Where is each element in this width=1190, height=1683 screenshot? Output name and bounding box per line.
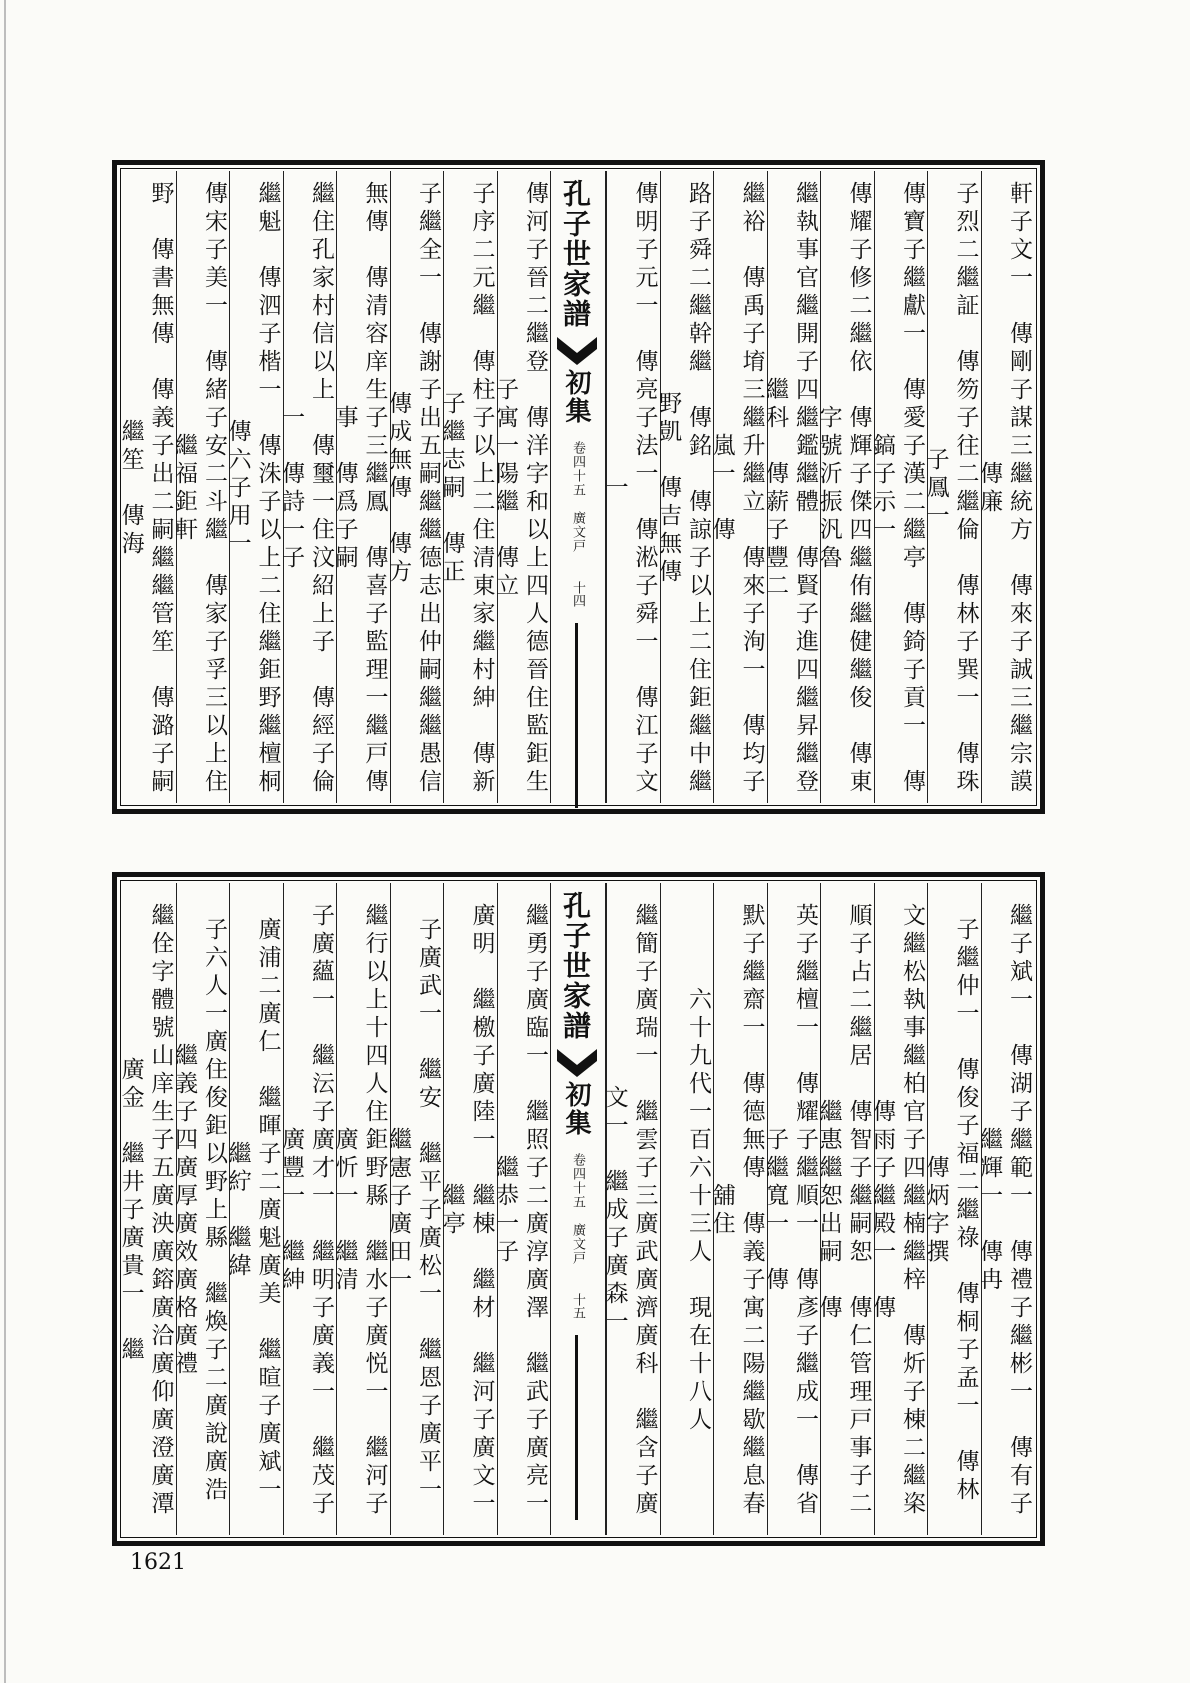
column-text: 繼裕 傳禹子堉三繼升繼立 傳來子洵一 傳均子嵐一 傳 bbox=[708, 181, 765, 797]
text-column bbox=[117, 171, 176, 803]
column-text: 繼執事官繼開子四繼鑑繼體 傳賢子進四繼昇繼登繼科 傳薪子豐二 bbox=[762, 181, 819, 797]
text-column bbox=[869, 171, 928, 803]
column-text: 傳寶子繼獻一 傳愛子漢二繼亭 傳錡子貢一 傳鎬子示一 bbox=[869, 181, 926, 797]
text-column bbox=[117, 883, 176, 1535]
column-text: 繼行以上十四人住鉅野縣 繼水子廣悦一 繼河子廣忻一 繼清 bbox=[331, 903, 388, 1519]
text-column bbox=[708, 171, 767, 803]
text-column bbox=[492, 171, 551, 803]
column-text: 傳明子元一 傳亮子法一 傳淞子舜一 傳江子文一 bbox=[601, 181, 658, 797]
column-text: 子繼全一 傳謝子出五嗣繼繼德志出仲嗣繼繼愚信 傳成無傳 傳方 bbox=[385, 181, 442, 825]
text-column bbox=[278, 171, 337, 803]
folio-number: 十四 bbox=[570, 581, 585, 607]
text-column bbox=[438, 883, 497, 1547]
text-column bbox=[601, 171, 660, 803]
column-text: 默子繼齋一 傳德無傳 傳義子寓二陽繼歇繼息春舖住 bbox=[708, 903, 765, 1519]
book-title: 孔子世家譜 bbox=[559, 891, 592, 1041]
text-column bbox=[762, 171, 821, 803]
text-column bbox=[660, 883, 714, 1535]
collection-label: 初集 bbox=[561, 1081, 591, 1137]
center-banner bbox=[550, 883, 606, 1535]
column-text: 子廣蘊一 繼沄子廣才一 繼明子廣義一 繼茂子廣豐一 繼紳 bbox=[278, 903, 335, 1519]
text-column bbox=[869, 883, 928, 1547]
column-text: 繼魁 傳泗子楷一 傳洙子以上二住繼鉅野繼檀桐 傳六子用一 bbox=[224, 181, 281, 825]
column-text: 繼住孔家村信以上 傳璽一住汶紹上子 傳經子倫一 傳詩一子 bbox=[278, 181, 335, 797]
text-column bbox=[922, 171, 981, 803]
text-column bbox=[385, 171, 444, 825]
collection-label: 初集 bbox=[561, 369, 591, 425]
column-area-top bbox=[117, 171, 1034, 825]
text-column bbox=[331, 883, 390, 1535]
text-column bbox=[492, 883, 551, 1547]
text-column bbox=[976, 883, 1035, 1535]
folio-number: 十五 bbox=[570, 1293, 585, 1319]
volume-label: 卷四十五 廣文戸 bbox=[570, 1153, 585, 1265]
column-text: 傳河子晉二繼登 傳洋字和以上四人德晉住監鉅生子寓一陽繼 傳立 bbox=[492, 181, 549, 797]
text-column bbox=[655, 171, 714, 803]
text-column bbox=[922, 883, 981, 1535]
text-column bbox=[171, 883, 230, 1535]
column-text: 野 傳書無傳 傳義子出二嗣繼繼管笙 傳潞子嗣繼笙 傳海 bbox=[117, 181, 174, 797]
column-text: 子六人一廣住俊鉅以野上縣 繼煥子二廣說廣浩 繼義子四廣厚廣效廣格廣禮 bbox=[171, 917, 228, 1533]
column-text: 廣浦二廣仁 繼暉子二廣魁廣美 繼暄子廣斌一 繼紵 繼緯 bbox=[224, 917, 281, 1533]
column-text: 子烈二繼証 傳笏子往二繼倫 傳林子巽一 傳珠子鳳一 bbox=[922, 181, 979, 797]
column-text: 廣明 繼檄子廣陸一 繼棟 繼材 繼河子廣文一 繼亭 bbox=[438, 903, 495, 1547]
genealogy-page-top bbox=[112, 160, 1045, 825]
fish-tail-ornament-icon bbox=[557, 335, 597, 365]
column-area-bottom bbox=[117, 883, 1034, 1547]
column-text: 傳耀子修二繼依 傳輝子傑四繼侑繼健繼俊 傳東字號沂振汎魯 bbox=[815, 181, 872, 797]
column-text: 順子占二繼居 傳智子繼嗣恕 傳仁管理戸事子二繼惠繼恕出嗣 傳 bbox=[815, 903, 872, 1519]
column-text: 路子舜二繼幹繼 傳銘 傳諒子以上二住鉅繼中繼野凱 傳吉無傳 bbox=[655, 181, 712, 797]
column-text: 繼子斌一 傳湖子繼範一 傳禮子繼彬一 傳有子繼輝一 傳冉 bbox=[976, 903, 1033, 1519]
column-text: 軒子文一 傳剛子謀三繼統方 傳來子誠三繼宗謨 傳廉 bbox=[976, 181, 1033, 825]
page-number: 1621 bbox=[130, 1550, 186, 1575]
column-text: 無傳 傳清容庠生子三繼鳳 傳喜子監理一繼戸傳事 傳爲子嗣 bbox=[331, 181, 388, 797]
text-column bbox=[385, 883, 444, 1535]
column-text: 繼簡子廣瑞一 繼雲子三廣武廣濟廣科 繼含子廣文一 繼成子廣森一 bbox=[601, 903, 658, 1519]
text-column bbox=[708, 883, 767, 1535]
fish-tail-ornament-icon bbox=[557, 1047, 597, 1077]
column-text: 子繼仲一 傳俊子福二繼祿 傳桐子孟一 傳林 傳炳字撰 bbox=[922, 917, 979, 1533]
text-column bbox=[815, 171, 874, 803]
page-edge-rule bbox=[4, 0, 6, 1683]
column-text: 繼勇子廣臨一 繼照子二廣淳廣澤 繼武子廣亮一 繼恭一子 bbox=[492, 903, 549, 1547]
text-column bbox=[815, 883, 874, 1535]
column-text: 傳宋子美一 傳緒子安二斗繼 傳家子孚三以上住繼福鉅軒 bbox=[171, 181, 228, 797]
genealogy-page-bottom bbox=[112, 872, 1045, 1546]
column-text: 子序二元繼 傳柱子以上二住清東家繼村紳 傳新子繼志嗣 傳正 bbox=[438, 181, 495, 797]
column-text: 子廣武一 繼安 繼平子廣松一 繼恩子廣平一 繼憲子廣田一 bbox=[385, 917, 442, 1533]
book-title: 孔子世家譜 bbox=[559, 179, 592, 329]
column-text: 文繼松執事繼柏官子四繼楠繼梓 傳炘子棟二繼栥 傳雨子繼殿一 傳 bbox=[869, 903, 926, 1547]
text-column bbox=[278, 883, 337, 1535]
column-text: 英子繼檀一 傳耀子繼順一 傳彥子繼成一 傳省子繼寬一 傳 bbox=[762, 903, 819, 1519]
text-column bbox=[331, 171, 390, 803]
column-text: 六十九代一百六十三人 現在十八人 bbox=[685, 987, 712, 1435]
banner-rule bbox=[575, 623, 578, 808]
volume-label: 卷四十五 廣文戸 bbox=[570, 441, 585, 553]
text-column bbox=[976, 171, 1035, 825]
text-column bbox=[171, 171, 230, 803]
column-text: 繼佺字體號山庠生子五廣泱廣鎔廣洽廣仰廣澄廣潭廣金 繼井子廣貴一 繼 bbox=[117, 903, 174, 1519]
center-banner bbox=[550, 171, 606, 803]
banner-rule bbox=[575, 1335, 578, 1520]
text-column bbox=[438, 171, 497, 803]
text-column bbox=[224, 883, 283, 1535]
text-column bbox=[601, 883, 660, 1535]
text-column bbox=[762, 883, 821, 1535]
text-column bbox=[224, 171, 283, 825]
